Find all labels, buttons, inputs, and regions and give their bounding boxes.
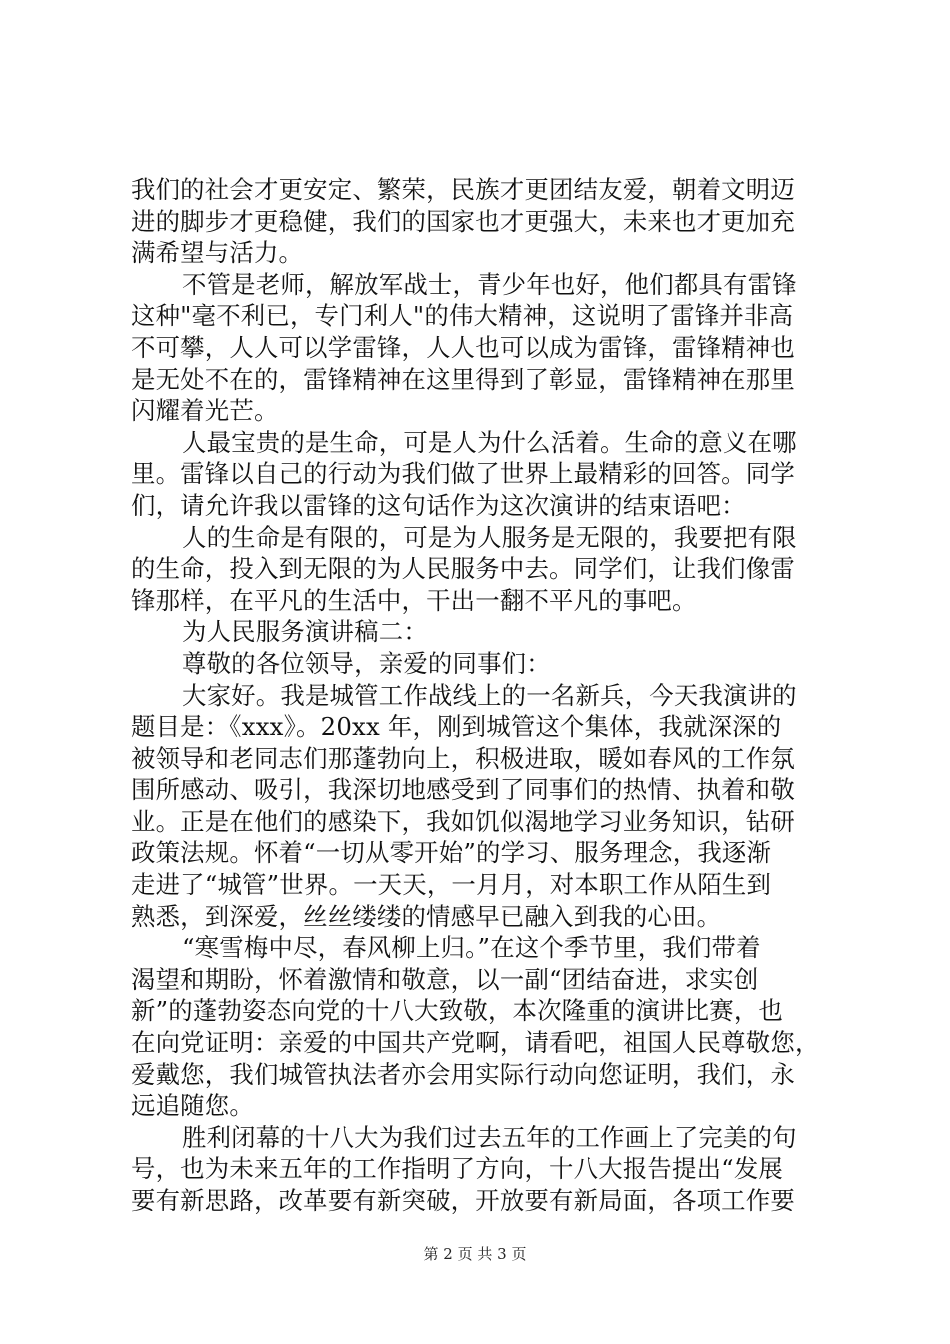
text-line: 熟悉，到深爱，丝丝缕缕的情感早已融入到我的心田。	[131, 901, 722, 931]
text-line: 业。正是在他们的感染下，我如饥似渴地学习业务知识，钻研	[131, 806, 795, 836]
text-line: 进的脚步才更稳健，我们的国家也才更强大，未来也才更加充	[131, 206, 795, 236]
text-line: 围所感动、吸引，我深切地感受到了同事们的热情、执着和敬	[131, 775, 795, 805]
text-line: 新”的蓬勃姿态向党的十八大致敬，本次隆重的演讲比赛，也	[131, 996, 784, 1026]
text-line: 渴望和期盼，怀着激情和敬意，以一副“团结奋进，求实创	[131, 964, 759, 994]
text-line: 锋那样，在平凡的生活中，干出一翻不平凡的事吧。	[131, 585, 697, 615]
text-line: 尊敬的各位领导，亲爱的同事们：	[182, 648, 551, 678]
text-line: 我们的社会才更安定、繁荣，民族才更团结友爱，朝着文明迈	[131, 175, 795, 204]
text-line: 大家好。我是城管工作战线上的一名新兵，今天我演讲的	[182, 680, 797, 710]
text-line: “寒雪梅中尽，春风柳上归。”在这个季节里，我们带着	[182, 933, 761, 963]
page-number-footer: 第 2 页 共 3 页	[423, 1245, 527, 1263]
text-line: 胜利闭幕的十八大为我们过去五年的工作画上了完美的句	[182, 1122, 797, 1152]
text-line: 政策法规。怀着“一切从零开始”的学习、服务理念，我逐渐	[131, 838, 772, 868]
text-line: 爱戴您，我们城管执法者亦会用实际行动向您证明，我们，永	[131, 1059, 795, 1089]
text-line: 们，请允许我以雷锋的这句话作为这次演讲的结束语吧：	[131, 490, 746, 520]
document-body	[131, 174, 831, 1217]
text-line: 要有新思路，改革要有新突破，开放要有新局面，各项工作要	[131, 1186, 795, 1215]
text-line: 在向党证明：亲爱的中国共产党啊，请看吧，祖国人民尊敬您，	[131, 1028, 820, 1058]
text-line: 走进了“城管”世界。一天天，一月月，对本职工作从陌生到	[131, 870, 772, 900]
text-line: 里。雷锋以自己的行动为我们做了世界上最精彩的回答。同学	[131, 459, 795, 489]
text-line: 不管是老师，解放军战士，青少年也好，他们都具有雷锋	[182, 269, 797, 299]
text-line: 题目是：《xxx》。20xx 年，刚到城管这个集体，我就深深的	[131, 712, 782, 742]
text-line: 不可攀，人人可以学雷锋，人人也可以成为雷锋，雷锋精神也	[131, 332, 795, 362]
text-line: 闪耀着光芒。	[131, 396, 279, 426]
text-line: 号，也为未来五年的工作指明了方向，十八大报告提出“发展	[131, 1154, 784, 1184]
text-line: 是无处不在的，雷锋精神在这里得到了彰显，雷锋精神在那里	[131, 364, 795, 394]
text-line: 被领导和老同志们那蓬勃向上，积极进取，暖如春风的工作氛	[131, 743, 795, 773]
text-line: 远追随您。	[131, 1091, 254, 1121]
text-line: 为人民服务演讲稿二：	[182, 617, 428, 647]
text-line: 人的生命是有限的，可是为人服务是无限的，我要把有限	[182, 522, 797, 552]
text-line: 满希望与活力。	[131, 238, 304, 268]
text-line: 人最宝贵的是生命，可是人为什么活着。生命的意义在哪	[182, 427, 797, 457]
text-line: 这种"毫不利已，专门利人"的伟大精神，这说明了雷锋并非高	[131, 301, 794, 331]
text-line: 的生命，投入到无限的为人民服务中去。同学们，让我们像雷	[131, 554, 795, 584]
